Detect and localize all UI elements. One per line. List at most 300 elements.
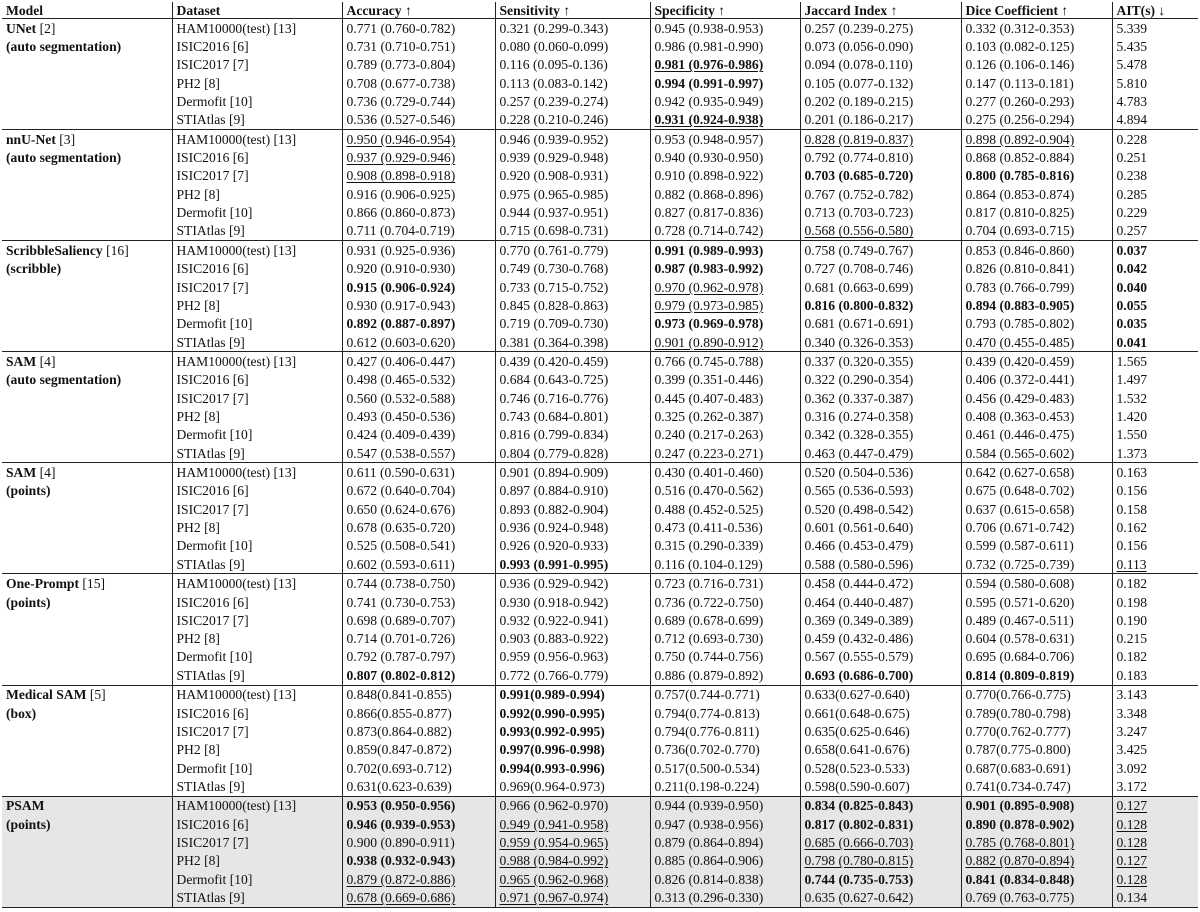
table-body — [2, 19, 1198, 908]
dataset-cell: Dermofit [10] — [172, 537, 342, 555]
accuracy-cell — [342, 426, 495, 444]
specificity-cell — [650, 463, 800, 482]
jaccard-cell — [800, 611, 961, 629]
accuracy-value: 0.930 (0.917-0.943) — [346, 297, 456, 313]
dice-cell — [961, 296, 1112, 314]
specificity-cell — [650, 333, 800, 352]
specificity-value: 0.211(0.198-0.224) — [654, 778, 760, 794]
ait-cell — [1112, 203, 1198, 221]
accuracy-value: 0.900 (0.890-0.911) — [346, 835, 455, 851]
accuracy-cell — [342, 574, 495, 593]
accuracy-value: 0.866(0.855-0.877) — [346, 705, 452, 721]
accuracy-value: 0.547 (0.538-0.557) — [346, 445, 456, 461]
sensitivity-value: 0.684 (0.643-0.725) — [499, 372, 609, 388]
sensitivity-value: 0.439 (0.420-0.459) — [499, 353, 609, 369]
sensitivity-cell — [495, 371, 650, 389]
accuracy-cell — [342, 815, 495, 833]
table-row — [2, 19, 1198, 38]
model-mode: (scribble) — [6, 261, 62, 277]
specificity-value: 0.689 (0.678-0.699) — [654, 612, 764, 628]
sensitivity-cell — [495, 463, 650, 482]
header-specificity: Specificity ↑ — [650, 2, 800, 19]
dice-cell — [961, 870, 1112, 888]
jaccard-cell — [800, 74, 961, 92]
specificity-value: 0.488 (0.452-0.525) — [654, 501, 764, 517]
specificity-value: 0.987 (0.983-0.992) — [654, 261, 764, 277]
dice-value: 0.826 (0.810-0.841) — [965, 261, 1075, 277]
jaccard-value: 0.073 (0.056-0.090) — [804, 39, 914, 55]
header-accuracy: Accuracy ↑ — [342, 2, 495, 19]
model-cell — [2, 389, 172, 407]
specificity-cell — [650, 593, 800, 611]
specificity-cell — [650, 407, 800, 425]
dataset-cell: Dermofit [10] — [172, 759, 342, 777]
dice-cell — [961, 704, 1112, 722]
specificity-cell — [650, 722, 800, 740]
sensitivity-value: 0.971 (0.967-0.974) — [499, 890, 609, 906]
table-row — [2, 56, 1198, 74]
ait-value: 0.042 — [1116, 261, 1148, 277]
specificity-cell — [650, 167, 800, 185]
model-cell — [2, 92, 172, 110]
model-mode: (box) — [6, 705, 37, 721]
jaccard-value: 0.713 (0.703-0.723) — [804, 205, 914, 221]
dice-cell — [961, 260, 1112, 278]
sensitivity-cell — [495, 574, 650, 593]
accuracy-value: 0.702(0.693-0.712) — [346, 760, 452, 776]
dice-value: 0.769 (0.763-0.775) — [965, 890, 1075, 906]
sensitivity-value: 0.080 (0.060-0.099) — [499, 39, 609, 55]
model-cell — [2, 333, 172, 352]
table-row — [2, 777, 1198, 796]
dice-cell — [961, 666, 1112, 685]
dataset-cell: ISIC2016 [6] — [172, 37, 342, 55]
specificity-cell — [650, 444, 800, 463]
model-cell — [2, 37, 172, 55]
sensitivity-cell — [495, 444, 650, 463]
jaccard-value: 0.565 (0.536-0.593) — [804, 483, 914, 499]
dice-value: 0.584 (0.565-0.602) — [965, 445, 1075, 461]
accuracy-cell — [342, 111, 495, 130]
table-row — [2, 815, 1198, 833]
dataset-cell: HAM10000(test) [13] — [172, 130, 342, 149]
sensitivity-cell — [495, 741, 650, 759]
model-cell — [2, 74, 172, 92]
dice-value: 0.704 (0.693-0.715) — [965, 223, 1075, 239]
ait-value: 0.183 — [1116, 667, 1148, 683]
specificity-value: 0.736(0.702-0.770) — [654, 742, 760, 758]
accuracy-value: 0.859(0.847-0.872) — [346, 742, 452, 758]
ait-value: 0.035 — [1116, 316, 1148, 332]
sensitivity-value: 0.321 (0.299-0.343) — [499, 20, 609, 36]
sensitivity-cell — [495, 555, 650, 574]
jaccard-cell — [800, 333, 961, 352]
table-row — [2, 833, 1198, 851]
jaccard-value: 0.727 (0.708-0.746) — [804, 261, 914, 277]
dice-value: 0.599 (0.587-0.611) — [965, 538, 1074, 554]
model-cell — [2, 241, 172, 260]
sensitivity-cell — [495, 482, 650, 500]
accuracy-value: 0.892 (0.887-0.897) — [346, 316, 456, 332]
specificity-value: 0.970 (0.962-0.978) — [654, 279, 764, 295]
sensitivity-value: 0.733 (0.715-0.752) — [499, 279, 609, 295]
jaccard-value: 0.322 (0.290-0.354) — [804, 372, 914, 388]
sensitivity-value: 0.804 (0.779-0.828) — [499, 445, 609, 461]
sensitivity-cell — [495, 537, 650, 555]
ait-value: 1.565 — [1116, 353, 1148, 369]
dataset-cell: PH2 [8] — [172, 74, 342, 92]
jaccard-value: 0.834 (0.825-0.843) — [804, 798, 914, 814]
jaccard-value: 0.633(0.627-0.640) — [804, 687, 910, 703]
specificity-cell — [650, 833, 800, 851]
table-row — [2, 444, 1198, 463]
table-row — [2, 222, 1198, 241]
dataset-cell: ISIC2017 [7] — [172, 500, 342, 518]
sensitivity-cell — [495, 611, 650, 629]
table-row — [2, 130, 1198, 149]
dice-value: 0.695 (0.684-0.706) — [965, 649, 1075, 665]
ait-value: 0.055 — [1116, 297, 1148, 313]
model-cell — [2, 352, 172, 371]
ait-cell — [1112, 482, 1198, 500]
dice-cell — [961, 852, 1112, 870]
specificity-cell — [650, 203, 800, 221]
model-cell — [2, 315, 172, 333]
sensitivity-cell — [495, 315, 650, 333]
accuracy-value: 0.915 (0.906-0.924) — [346, 279, 456, 295]
ait-cell — [1112, 888, 1198, 907]
accuracy-value: 0.427 (0.406-0.447) — [346, 353, 456, 369]
dice-value: 0.787(0.775-0.800) — [965, 742, 1071, 758]
specificity-value: 0.940 (0.930-0.950) — [654, 150, 764, 166]
table-row — [2, 555, 1198, 574]
accuracy-value: 0.602 (0.593-0.611) — [346, 556, 455, 572]
sensitivity-value: 0.381 (0.364-0.398) — [499, 334, 609, 350]
model-name: SAM — [6, 353, 37, 369]
table-row — [2, 741, 1198, 759]
specificity-cell — [650, 759, 800, 777]
sensitivity-value: 0.959 (0.954-0.965) — [499, 835, 609, 851]
accuracy-cell — [342, 149, 495, 167]
specificity-value: 0.979 (0.973-0.985) — [654, 297, 764, 313]
specificity-cell — [650, 185, 800, 203]
sensitivity-value: 0.994(0.993-0.996) — [499, 760, 605, 776]
ait-value: 3.247 — [1116, 723, 1148, 739]
dice-cell — [961, 426, 1112, 444]
model-cell — [2, 222, 172, 241]
sensitivity-cell — [495, 260, 650, 278]
specificity-cell — [650, 537, 800, 555]
ait-cell — [1112, 518, 1198, 536]
dice-value: 0.770(0.766-0.775) — [965, 687, 1071, 703]
jaccard-value: 0.703 (0.685-0.720) — [804, 168, 914, 184]
accuracy-value: 0.560 (0.532-0.588) — [346, 390, 456, 406]
jaccard-cell — [800, 518, 961, 536]
sensitivity-value: 0.966 (0.962-0.970) — [499, 798, 609, 814]
sensitivity-cell — [495, 111, 650, 130]
ait-cell — [1112, 92, 1198, 110]
accuracy-cell — [342, 704, 495, 722]
jaccard-value: 0.342 (0.328-0.355) — [804, 427, 914, 443]
ait-value: 0.128 — [1116, 871, 1148, 887]
accuracy-cell — [342, 777, 495, 796]
ait-cell — [1112, 296, 1198, 314]
specificity-cell — [650, 685, 800, 704]
table-row — [2, 518, 1198, 536]
specificity-value: 0.885 (0.864-0.906) — [654, 853, 764, 869]
table-row — [2, 241, 1198, 260]
jaccard-value: 0.635(0.625-0.646) — [804, 723, 910, 739]
sensitivity-value: 0.228 (0.210-0.246) — [499, 112, 609, 128]
dataset-cell: ISIC2017 [7] — [172, 722, 342, 740]
accuracy-cell — [342, 482, 495, 500]
dice-value: 0.864 (0.853-0.874) — [965, 186, 1075, 202]
dice-value: 0.789(0.780-0.798) — [965, 705, 1071, 721]
sensitivity-cell — [495, 149, 650, 167]
dice-cell — [961, 37, 1112, 55]
dataset-cell: HAM10000(test) [13] — [172, 19, 342, 38]
dice-value: 0.489 (0.467-0.511) — [965, 612, 1074, 628]
accuracy-cell — [342, 888, 495, 907]
sensitivity-value: 0.743 (0.684-0.801) — [499, 408, 609, 424]
model-reference: [3] — [59, 131, 76, 147]
specificity-cell — [650, 222, 800, 241]
dataset-cell: ISIC2017 [7] — [172, 56, 342, 74]
accuracy-value: 0.498 (0.465-0.532) — [346, 372, 456, 388]
accuracy-cell — [342, 92, 495, 110]
dice-value: 0.898 (0.892-0.904) — [965, 131, 1075, 147]
ait-value: 4.894 — [1116, 112, 1148, 128]
sensitivity-value: 0.897 (0.884-0.910) — [499, 483, 609, 499]
specificity-cell — [650, 111, 800, 130]
dice-value: 0.408 (0.363-0.453) — [965, 408, 1075, 424]
sensitivity-value: 0.749 (0.730-0.768) — [499, 261, 609, 277]
ait-value: 1.532 — [1116, 390, 1148, 406]
dice-value: 0.853 (0.846-0.860) — [965, 242, 1075, 258]
dataset-cell: STIAtlas [9] — [172, 888, 342, 907]
model-cell — [2, 463, 172, 482]
sensitivity-cell — [495, 685, 650, 704]
ait-cell — [1112, 852, 1198, 870]
sensitivity-value: 0.949 (0.941-0.958) — [499, 816, 609, 832]
jaccard-cell — [800, 852, 961, 870]
ait-cell — [1112, 389, 1198, 407]
accuracy-value: 0.931 (0.925-0.936) — [346, 242, 456, 258]
model-name: PSAM — [6, 798, 45, 814]
table-row — [2, 685, 1198, 704]
model-cell — [2, 537, 172, 555]
model-cell — [2, 833, 172, 851]
dice-cell — [961, 352, 1112, 371]
accuracy-cell — [342, 500, 495, 518]
jaccard-cell — [800, 37, 961, 55]
ait-cell — [1112, 371, 1198, 389]
sensitivity-cell — [495, 888, 650, 907]
jaccard-value: 0.464 (0.440-0.487) — [804, 594, 914, 610]
specificity-value: 0.826 (0.814-0.838) — [654, 871, 764, 887]
model-name: SAM — [6, 465, 37, 481]
jaccard-cell — [800, 870, 961, 888]
ait-value: 0.182 — [1116, 649, 1148, 665]
ait-value: 3.425 — [1116, 742, 1148, 758]
ait-value: 0.156 — [1116, 483, 1148, 499]
header-row — [2, 2, 1198, 19]
ait-cell — [1112, 315, 1198, 333]
model-mode: (points) — [6, 594, 51, 610]
jaccard-cell — [800, 56, 961, 74]
dataset-cell: ISIC2016 [6] — [172, 704, 342, 722]
sensitivity-value: 0.903 (0.883-0.922) — [499, 631, 609, 647]
accuracy-cell — [342, 463, 495, 482]
dice-cell — [961, 56, 1112, 74]
accuracy-cell — [342, 19, 495, 38]
model-cell — [2, 741, 172, 759]
sensitivity-value: 0.845 (0.828-0.863) — [499, 297, 609, 313]
ait-cell — [1112, 796, 1198, 815]
ait-cell — [1112, 537, 1198, 555]
jaccard-cell — [800, 222, 961, 241]
jaccard-cell — [800, 759, 961, 777]
accuracy-cell — [342, 518, 495, 536]
accuracy-value: 0.771 (0.760-0.782) — [346, 20, 456, 36]
jaccard-cell — [800, 777, 961, 796]
dataset-cell: PH2 [8] — [172, 518, 342, 536]
model-cell — [2, 371, 172, 389]
dice-value: 0.675 (0.648-0.702) — [965, 483, 1075, 499]
ait-cell — [1112, 149, 1198, 167]
sensitivity-cell — [495, 593, 650, 611]
jaccard-cell — [800, 593, 961, 611]
header-dice-coefficient: Dice Coefficient ↑ — [961, 2, 1112, 19]
ait-cell — [1112, 426, 1198, 444]
accuracy-cell — [342, 203, 495, 221]
ait-value: 1.420 — [1116, 408, 1148, 424]
dice-cell — [961, 574, 1112, 593]
table-row — [2, 352, 1198, 371]
dice-cell — [961, 537, 1112, 555]
accuracy-cell — [342, 759, 495, 777]
sensitivity-value: 0.719 (0.709-0.730) — [499, 316, 609, 332]
model-cell — [2, 777, 172, 796]
table-row — [2, 278, 1198, 296]
accuracy-cell — [342, 389, 495, 407]
ait-cell — [1112, 870, 1198, 888]
accuracy-value: 0.678 (0.635-0.720) — [346, 520, 456, 536]
ait-value: 0.251 — [1116, 150, 1148, 166]
specificity-value: 0.313 (0.296-0.330) — [654, 890, 764, 906]
specificity-cell — [650, 74, 800, 92]
jaccard-value: 0.601 (0.561-0.640) — [804, 520, 914, 536]
jaccard-cell — [800, 315, 961, 333]
accuracy-cell — [342, 371, 495, 389]
model-cell — [2, 593, 172, 611]
dice-cell — [961, 815, 1112, 833]
specificity-value: 0.973 (0.969-0.978) — [654, 316, 764, 332]
ait-cell — [1112, 463, 1198, 482]
header-sensitivity: Sensitivity ↑ — [495, 2, 650, 19]
model-cell — [2, 278, 172, 296]
dataset-cell: PH2 [8] — [172, 741, 342, 759]
model-cell — [2, 426, 172, 444]
dice-cell — [961, 19, 1112, 38]
dataset-cell: HAM10000(test) [13] — [172, 685, 342, 704]
table-row — [2, 593, 1198, 611]
jaccard-value: 0.588 (0.580-0.596) — [804, 556, 914, 572]
sensitivity-cell — [495, 203, 650, 221]
accuracy-value: 0.937 (0.929-0.946) — [346, 150, 456, 166]
specificity-cell — [650, 260, 800, 278]
table-row — [2, 574, 1198, 593]
specificity-cell — [650, 777, 800, 796]
ait-value: 5.810 — [1116, 75, 1148, 91]
dice-value: 0.126 (0.106-0.146) — [965, 57, 1075, 73]
jaccard-cell — [800, 574, 961, 593]
sensitivity-cell — [495, 648, 650, 666]
sensitivity-cell — [495, 630, 650, 648]
dataset-cell: Dermofit [10] — [172, 648, 342, 666]
ait-cell — [1112, 593, 1198, 611]
sensitivity-cell — [495, 278, 650, 296]
ait-cell — [1112, 260, 1198, 278]
jaccard-cell — [800, 888, 961, 907]
ait-value: 0.257 — [1116, 223, 1148, 239]
jaccard-cell — [800, 500, 961, 518]
specificity-cell — [650, 315, 800, 333]
sensitivity-cell — [495, 426, 650, 444]
accuracy-value: 0.920 (0.910-0.930) — [346, 261, 456, 277]
dice-cell — [961, 389, 1112, 407]
model-cell — [2, 482, 172, 500]
dice-value: 0.890 (0.878-0.902) — [965, 816, 1075, 832]
jaccard-value: 0.767 (0.752-0.782) — [804, 186, 914, 202]
dataset-cell: ISIC2016 [6] — [172, 482, 342, 500]
dice-cell — [961, 167, 1112, 185]
table-row — [2, 666, 1198, 685]
accuracy-value: 0.873(0.864-0.882) — [346, 723, 452, 739]
jaccard-cell — [800, 185, 961, 203]
model-cell — [2, 796, 172, 815]
jaccard-cell — [800, 463, 961, 482]
specificity-cell — [650, 278, 800, 296]
accuracy-value: 0.424 (0.409-0.439) — [346, 427, 456, 443]
model-cell — [2, 555, 172, 574]
dice-cell — [961, 648, 1112, 666]
specificity-cell — [650, 19, 800, 38]
jaccard-cell — [800, 296, 961, 314]
jaccard-value: 0.568 (0.556-0.580) — [804, 223, 914, 239]
dice-cell — [961, 888, 1112, 907]
specificity-value: 0.325 (0.262-0.387) — [654, 408, 764, 424]
sensitivity-value: 0.770 (0.761-0.779) — [499, 242, 609, 258]
accuracy-value: 0.807 (0.802-0.812) — [346, 667, 456, 683]
sensitivity-value: 0.930 (0.918-0.942) — [499, 594, 609, 610]
table-row — [2, 537, 1198, 555]
accuracy-cell — [342, 611, 495, 629]
table-row — [2, 426, 1198, 444]
dice-cell — [961, 482, 1112, 500]
specificity-value: 0.712 (0.693-0.730) — [654, 631, 764, 647]
sensitivity-value: 0.715 (0.698-0.731) — [499, 223, 609, 239]
dataset-cell: HAM10000(test) [13] — [172, 574, 342, 593]
specificity-cell — [650, 630, 800, 648]
ait-value: 0.198 — [1116, 594, 1148, 610]
sensitivity-value: 0.901 (0.894-0.909) — [499, 465, 609, 481]
ait-value: 0.113 — [1116, 556, 1147, 572]
ait-value: 5.339 — [1116, 20, 1148, 36]
dataset-cell: Dermofit [10] — [172, 870, 342, 888]
dice-cell — [961, 722, 1112, 740]
specificity-value: 0.473 (0.411-0.536) — [654, 520, 763, 536]
